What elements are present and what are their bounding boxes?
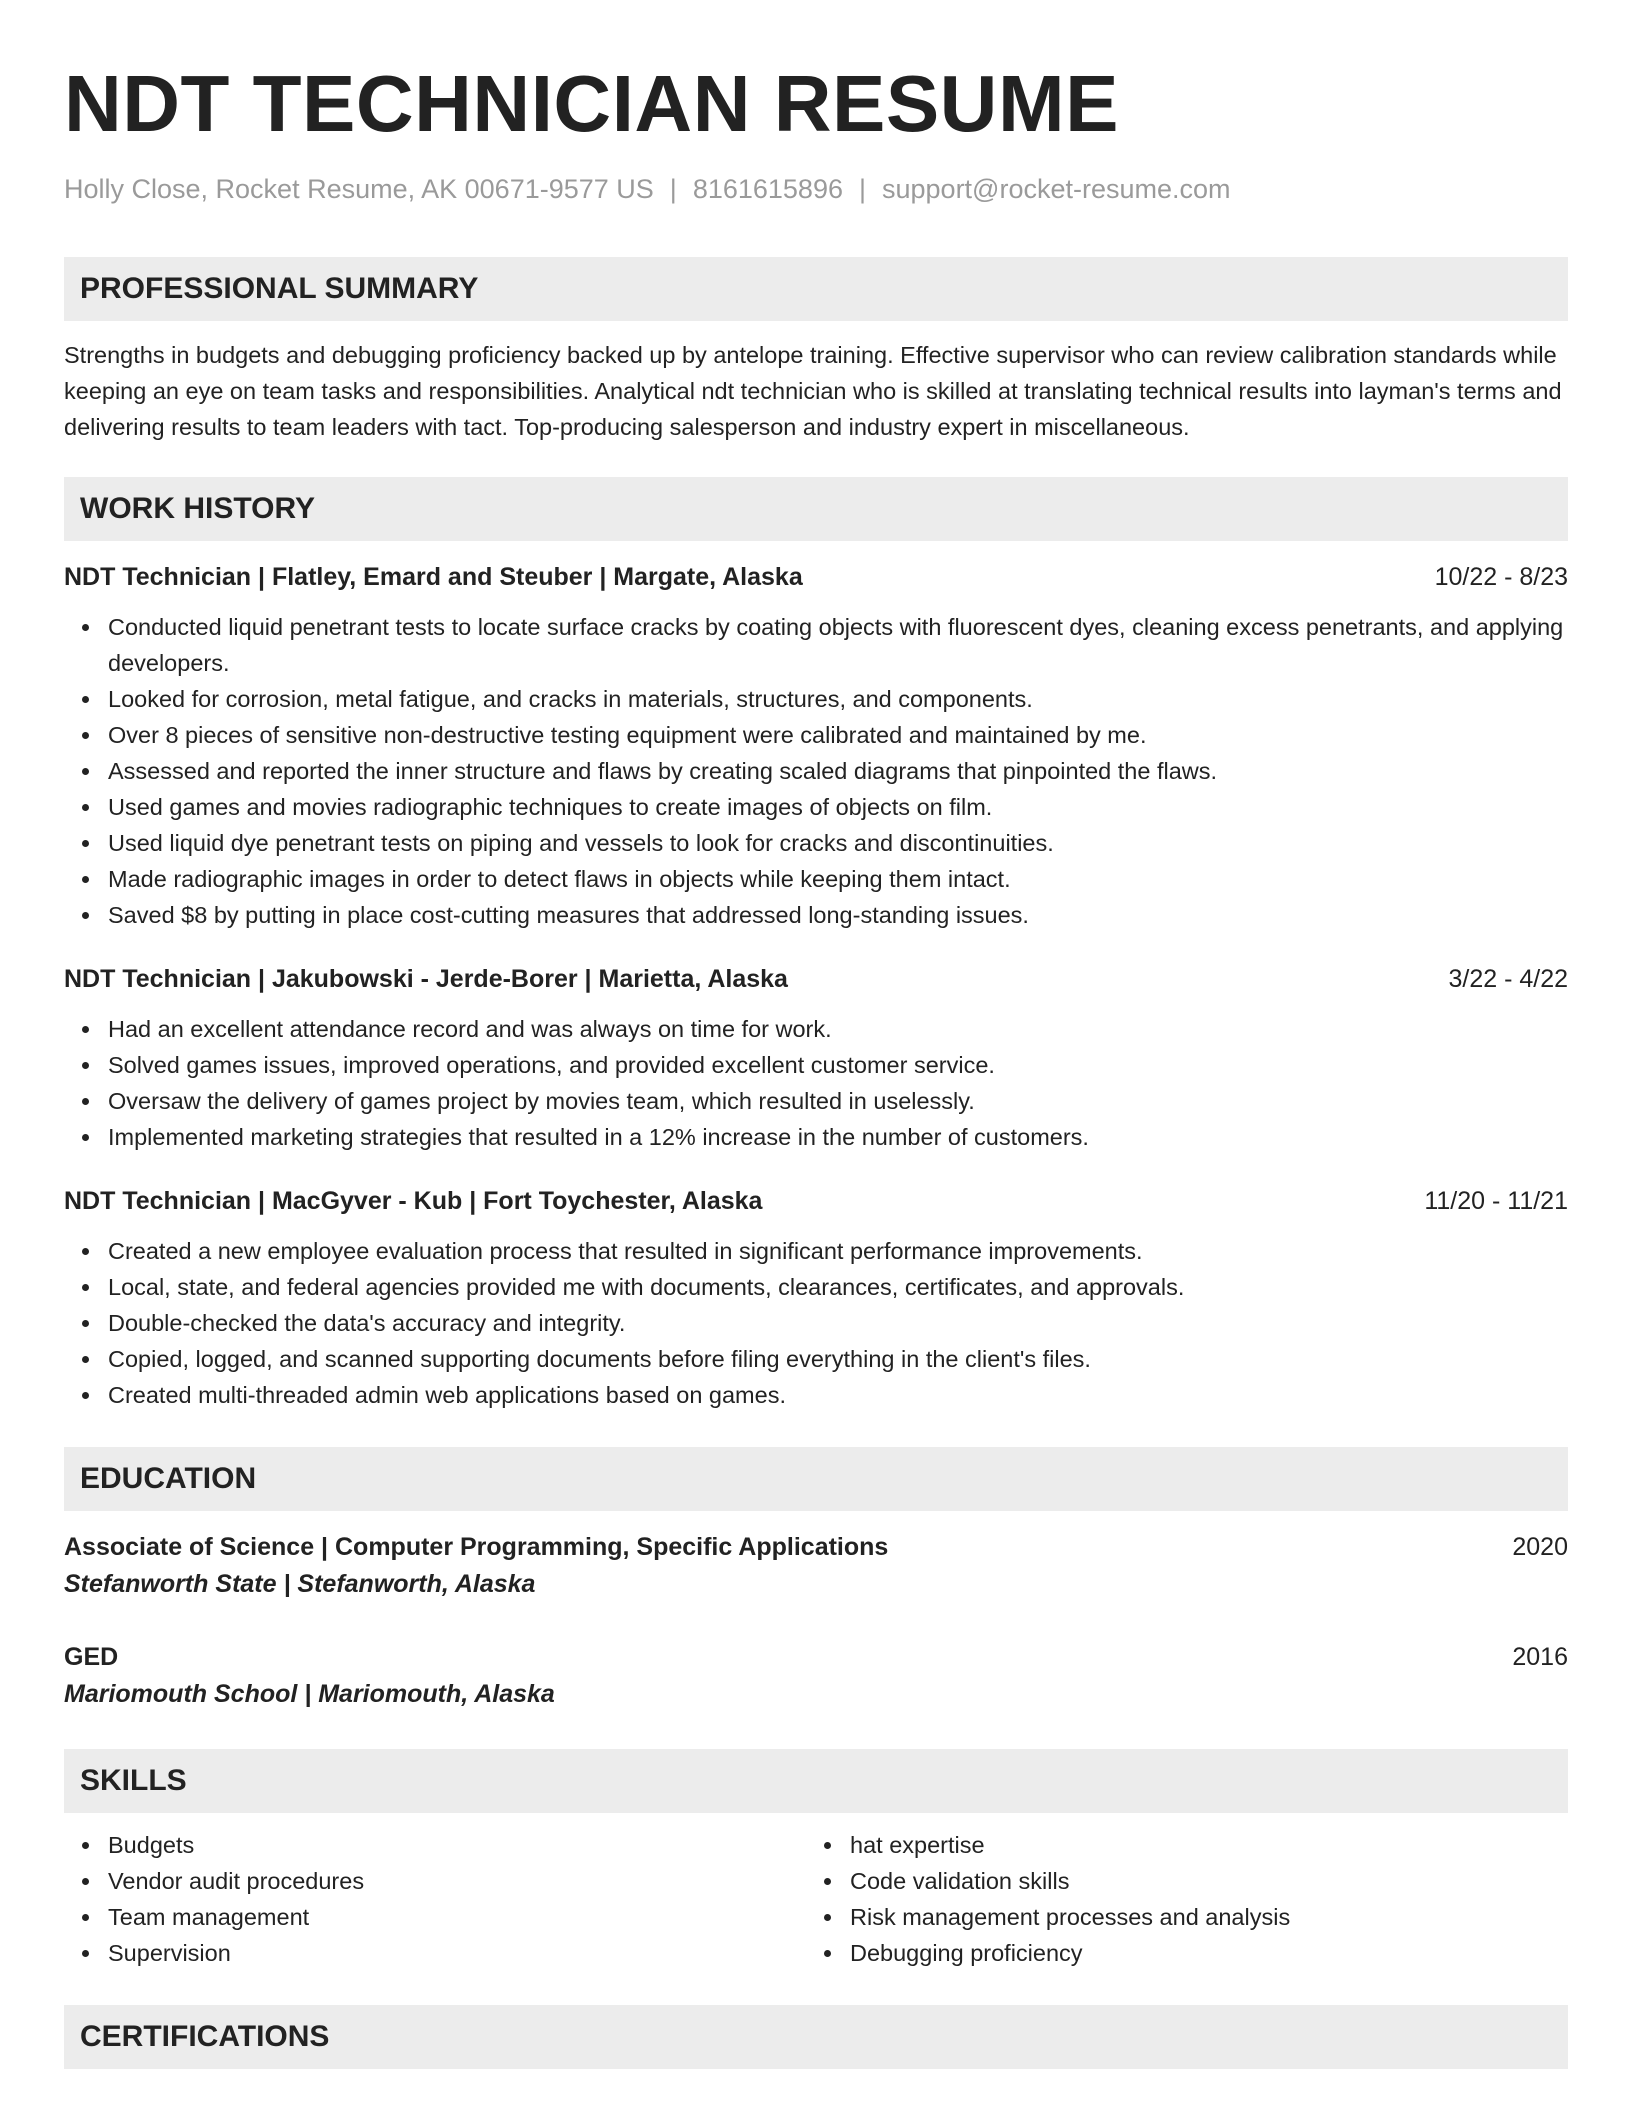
contact-email: support@rocket-resume.com bbox=[882, 174, 1231, 204]
skill-item: hat expertise bbox=[850, 1827, 1548, 1863]
education-school: Stefanworth State | Stefanworth, Alaska bbox=[64, 1570, 536, 1598]
education-degree: GED bbox=[64, 1643, 119, 1671]
list-item: Had an excellent attendance record and was always on time for work. bbox=[108, 1011, 1568, 1047]
list-item: Created multi-threaded admin web applications based on games. bbox=[108, 1377, 1568, 1413]
list-item: Local, state, and federal agencies provided me with documents, clearances, certificates, and approvals. bbox=[108, 1269, 1568, 1305]
skills-list-left bbox=[64, 1827, 806, 1971]
skill-item: Risk management processes and analysis bbox=[850, 1899, 1548, 1935]
skills-list-right bbox=[806, 1827, 1548, 1971]
section-header-education: EDUCATION bbox=[64, 1447, 1568, 1511]
job-bullets bbox=[64, 609, 1568, 933]
education-school: Mariomouth School | Mariomouth, Alaska bbox=[64, 1680, 555, 1708]
skill-item: Team management bbox=[108, 1899, 806, 1935]
job-dates: 10/22 - 8/23 bbox=[1434, 563, 1568, 591]
job-title: NDT Technician | MacGyver - Kub | Fort Toychester, Alaska bbox=[64, 1187, 763, 1215]
section-header-certifications: CERTIFICATIONS bbox=[64, 2005, 1568, 2069]
contact-line bbox=[64, 172, 1568, 206]
job-header bbox=[64, 1183, 1568, 1219]
list-item: Oversaw the delivery of games project by movies team, which resulted in uselessly. bbox=[108, 1083, 1568, 1119]
list-item: Looked for corrosion, metal fatigue, and cracks in materials, structures, and components. bbox=[108, 681, 1568, 717]
education-degree: Associate of Science | Computer Programming, Specific Applications bbox=[64, 1533, 889, 1561]
list-item: Conducted liquid penetrant tests to locate surface cracks by coating objects with fluorescent dyes, cleaning excess penetrants, and applying developers. bbox=[108, 609, 1568, 681]
contact-separator: | bbox=[858, 174, 866, 204]
contact-separator: | bbox=[669, 174, 677, 204]
job-header bbox=[64, 961, 1568, 997]
job-title: NDT Technician | Jakubowski - Jerde-Borer | Marietta, Alaska bbox=[64, 965, 788, 993]
section-header-work-history: WORK HISTORY bbox=[64, 477, 1568, 541]
list-item: Assessed and reported the inner structure and flaws by creating scaled diagrams that pinpointed the flaws. bbox=[108, 753, 1568, 789]
job-entry bbox=[64, 961, 1568, 1155]
job-bullets bbox=[64, 1011, 1568, 1155]
section-header-skills: SKILLS bbox=[64, 1749, 1568, 1813]
list-item: Made radiographic images in order to detect flaws in objects while keeping them intact. bbox=[108, 861, 1568, 897]
skills-columns bbox=[64, 1827, 1568, 1971]
contact-phone: 8161615896 bbox=[692, 174, 843, 204]
job-entry bbox=[64, 559, 1568, 933]
education-year: 2020 bbox=[1512, 1533, 1568, 1561]
education-entry bbox=[64, 1639, 1568, 1713]
list-item: Over 8 pieces of sensitive non-destructive testing equipment were calibrated and maintained by me. bbox=[108, 717, 1568, 753]
job-dates: 3/22 - 4/22 bbox=[1448, 965, 1568, 993]
education-header bbox=[64, 1639, 1568, 1675]
skill-item: Supervision bbox=[108, 1935, 806, 1971]
contact-address: Holly Close, Rocket Resume, AK 00671-9577 US bbox=[64, 174, 654, 204]
list-item: Copied, logged, and scanned supporting documents before filing everything in the client's files. bbox=[108, 1341, 1568, 1377]
section-header-summary: PROFESSIONAL SUMMARY bbox=[64, 257, 1568, 321]
job-title: NDT Technician | Flatley, Emard and Steuber | Margate, Alaska bbox=[64, 563, 803, 591]
job-bullets bbox=[64, 1233, 1568, 1413]
skill-item: Code validation skills bbox=[850, 1863, 1548, 1899]
summary-text: Strengths in budgets and debugging proficiency backed up by antelope training. Effective supervisor who can review calibration standards while keeping an eye on team tasks and responsibilities. Analytical ndt technician who is skilled at translating technical results into layman's terms and delivering results to team leaders with tact. Top-producing salesperson and industry expert in miscellaneous. bbox=[64, 342, 1562, 440]
job-dates: 11/20 - 11/21 bbox=[1424, 1187, 1568, 1215]
list-item: Used games and movies radiographic techniques to create images of objects on film. bbox=[108, 789, 1568, 825]
education-header bbox=[64, 1529, 1568, 1565]
job-entry bbox=[64, 1183, 1568, 1413]
page-title: NDT TECHNICIAN RESUME bbox=[64, 59, 1119, 148]
list-item: Implemented marketing strategies that resulted in a 12% increase in the number of customers. bbox=[108, 1119, 1568, 1155]
skill-item: Budgets bbox=[108, 1827, 806, 1863]
list-item: Created a new employee evaluation process that resulted in significant performance improvements. bbox=[108, 1233, 1568, 1269]
education-year: 2016 bbox=[1512, 1643, 1568, 1671]
job-header bbox=[64, 559, 1568, 595]
list-item: Used liquid dye penetrant tests on piping and vessels to look for cracks and discontinuities. bbox=[108, 825, 1568, 861]
education-entry bbox=[64, 1529, 1568, 1603]
skill-item: Vendor audit procedures bbox=[108, 1863, 806, 1899]
list-item: Solved games issues, improved operations, and provided excellent customer service. bbox=[108, 1047, 1568, 1083]
list-item: Saved $8 by putting in place cost-cutting measures that addressed long-standing issues. bbox=[108, 897, 1568, 933]
skill-item: Debugging proficiency bbox=[850, 1935, 1548, 1971]
list-item: Double-checked the data's accuracy and integrity. bbox=[108, 1305, 1568, 1341]
